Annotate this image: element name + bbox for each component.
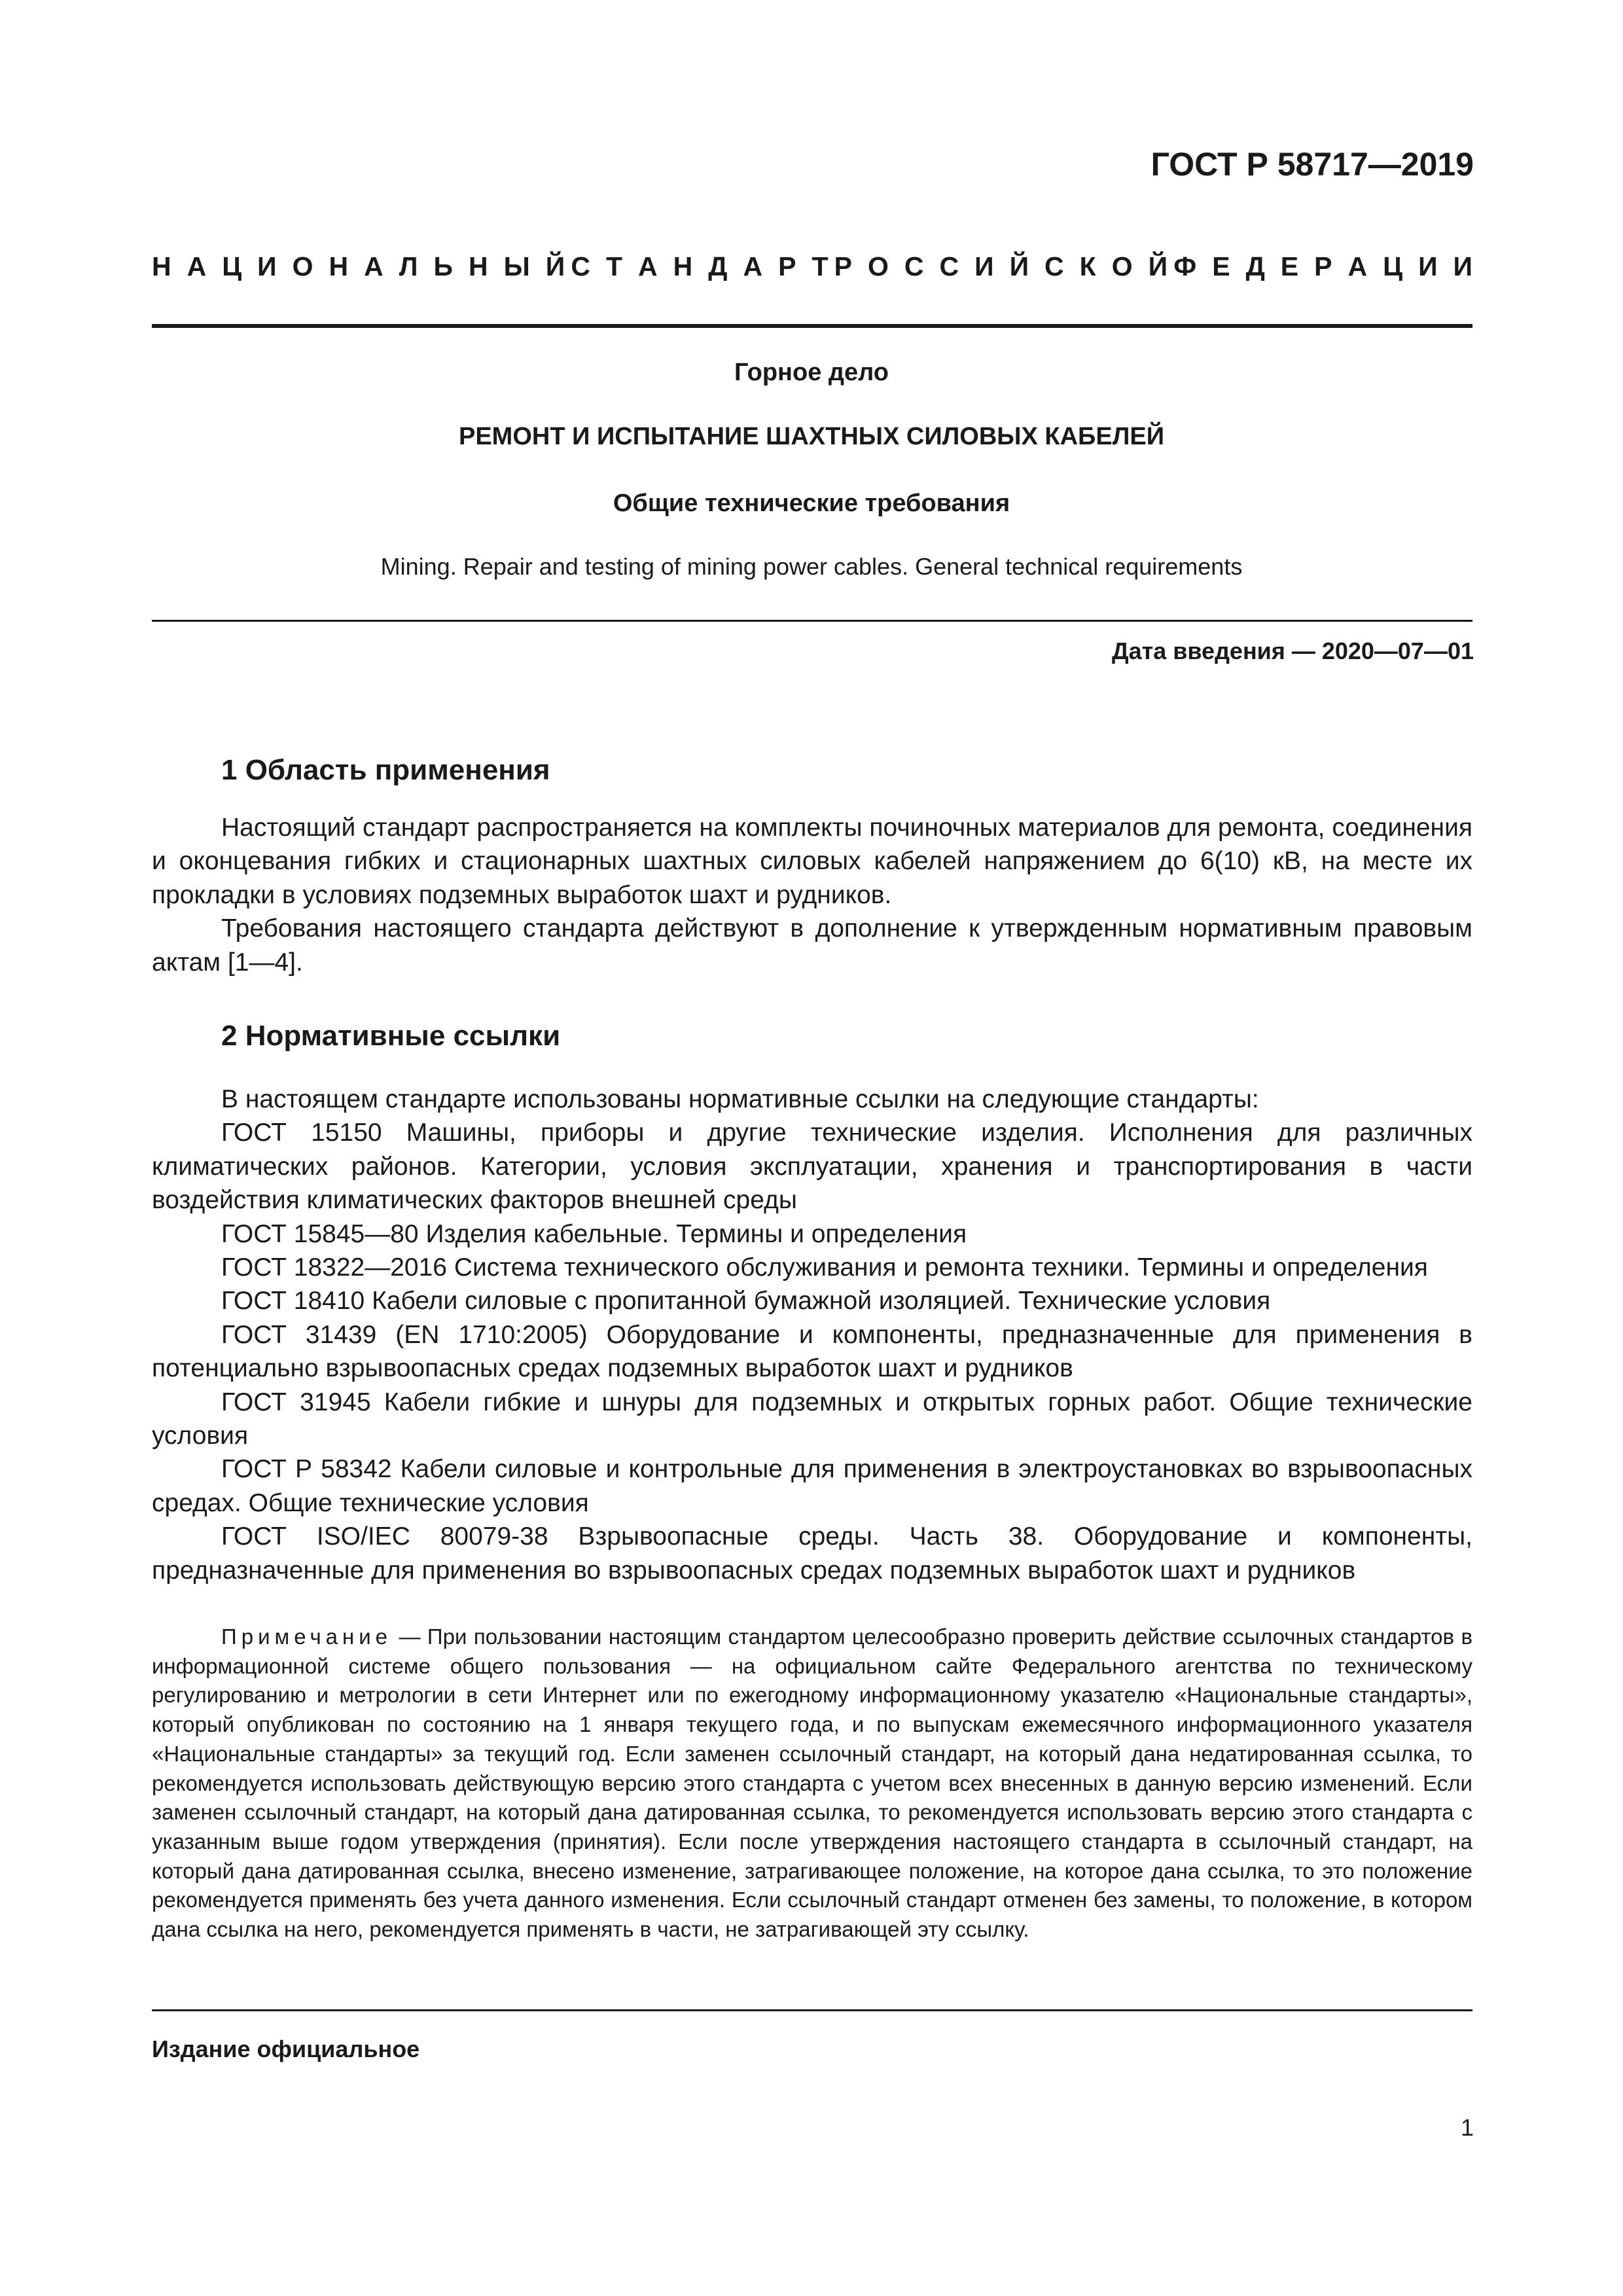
reference-item: ГОСТ 31945 Кабели гибкие и шнуры для подземных и открытых горных работ. Общие технические условия [152, 1388, 1472, 1450]
english-title: Mining. Repair and testing of mining power cables. General technical requirements [380, 553, 1243, 580]
document-subtitle: Общие технические требования [613, 490, 1010, 517]
paragraph: В настоящем стандарте использованы нормативные ссылки на следующие стандарты: [221, 1085, 1259, 1113]
national-standard-word: Р О С С И Й С К О Й [834, 251, 1168, 281]
page-number: 1 [1460, 2114, 1474, 2141]
title-divider [152, 620, 1472, 622]
national-standard-word: Н А Ц И О Н А Л Ь Н Ы Й [152, 251, 565, 281]
reference-item: ГОСТ 18410 Кабели силовые с пропитанной бумажной изоляцией. Технические условия [221, 1287, 1271, 1316]
reference-item: ГОСТ 15845—80 Изделия кабельные. Термины и определения [221, 1219, 967, 1248]
section-heading: 2 Нормативные ссылки [221, 1020, 561, 1052]
introduction-date: Дата введения — 2020—07—01 [1111, 637, 1474, 664]
gost-code: ГОСТ Р 58717—2019 [1150, 146, 1474, 183]
note-paragraph [152, 1623, 1472, 1945]
note-label: Примечание [221, 1624, 393, 1649]
section-body [152, 811, 1472, 979]
section-body [152, 1083, 1472, 1587]
note-block [152, 1623, 1472, 1945]
reference-item: ГОСТ 18322—2016 Система технического обслуживания и ремонта техники. Термины и определения [221, 1253, 1428, 1282]
reference-item: ГОСТ Р 58342 Кабели силовые и контрольные для применения в электроустановках во взрывоопасных средах. Общие технические условия [152, 1455, 1472, 1517]
paragraph: Требования настоящего стандарта действуют в дополнение к утвержденным нормативным правовым актам [1—4]. [152, 914, 1472, 977]
national-standard-line [152, 251, 1472, 282]
section-heading: 1 Область применения [221, 754, 550, 786]
national-standard-word: Ф Е Д Е Р А Ц И И [1173, 251, 1472, 281]
reference-item: ГОСТ ISO/IEC 80079-38 Взрывоопасные среды. Часть 38. Оборудование и компоненты, предназначенные для применения во взрывоопасных средах подземных выработок шахт и рудников [152, 1522, 1472, 1585]
subject-area: Горное дело [734, 359, 889, 386]
header-divider [152, 324, 1472, 328]
edition-label: Издание официальное [152, 2036, 420, 2062]
national-standard-word: С Т А Н Д А Р Т [571, 251, 829, 281]
note-text: — При пользовании настоящим стандартом целесообразно проверить действие ссылочных стандартов в информационной системе общего пользования — на официальном сайте Федерального агентства по техническому регулированию и метрологии в сети Интернет или по ежегодному информационному указателю «Национальные стандарты», который опубликован по состоянию на 1 января текущего года, и по выпускам ежемесячного информационного указателя «Национальные стандарты» за текущий год. Если заменен ссылочный стандарт, на который дана недатированная ссылка, то рекомендуется использовать действующую версию этого стандарта с учетом всех внесенных в данную версию изменений. Если заменен ссылочный стандарт, на который дана датированная ссылка, то рекомендуется использовать версию этого стандарта с указанным выше годом утверждения (принятия). Если после утверждения настоящего стандарта в ссылочный стандарт, на который дана датированная ссылка, внесено изменение, затрагивающее положение, на которое дана ссылка, то это положение рекомендуется применять без учета данного изменения. Если ссылочный стандарт отменен без замены, то положение, в котором дана ссылка на него, рекомендуется применять в части, не затрагивающей эту ссылку. [152, 1624, 1472, 1942]
reference-item: ГОСТ 31439 (EN 1710:2005) Оборудование и компоненты, предназначенные для применения в потенциально взрывоопасных средах подземных выработок шахт и рудников [152, 1320, 1472, 1383]
footer-divider [152, 2009, 1472, 2011]
reference-item: ГОСТ 15150 Машины, приборы и другие технические изделия. Исполнения для различных климатических районов. Категории, условия эксплуатации, хранения и транспортирования в части воздействия климатических факторов внешней среды [152, 1119, 1472, 1215]
document-title: РЕМОНТ И ИСПЫТАНИЕ ШАХТНЫХ СИЛОВЫХ КАБЕЛЕЙ [458, 423, 1165, 450]
paragraph: Настоящий стандарт распространяется на комплекты починочных материалов для ремонта, соединения и оконцевания гибких и стационарных шахтных силовых кабелей напряжением до 6(10) кВ, на месте их прокладки в условиях подземных выработок шахт и рудников. [152, 814, 1472, 909]
